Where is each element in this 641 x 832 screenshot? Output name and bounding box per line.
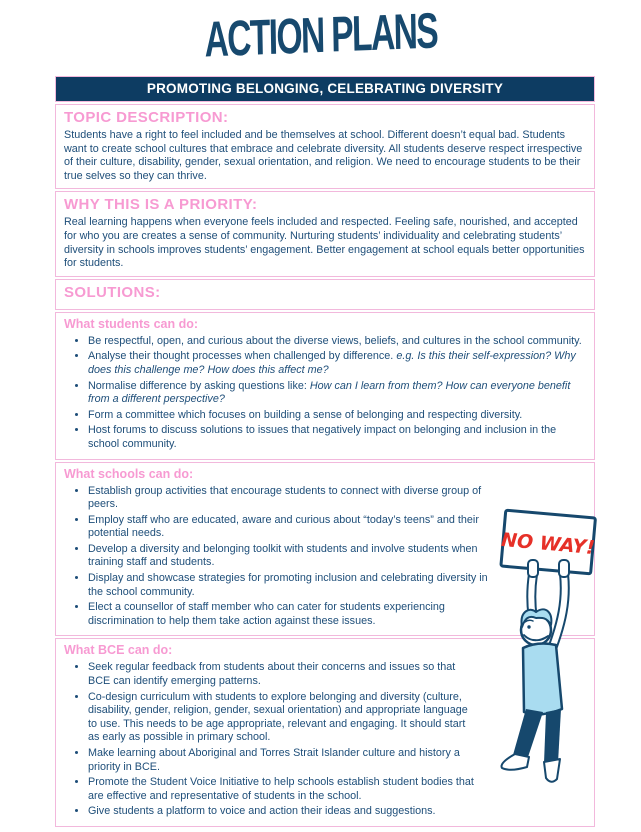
text-segment: Promote the Student Voice Initiative to help schools establish student bodies that are effective and representative of students in the school. — [88, 776, 474, 802]
text-segment: Display and showcase strategies for promoting inclusion and celebrating diversity in the school community. — [88, 572, 488, 598]
page-title-area — [0, 0, 641, 68]
section-solutions-header — [55, 279, 595, 310]
text-segment: Host forums to discuss solutions to issues that negatively impact on belonging and inclusion in the school community. — [88, 424, 557, 450]
text-segment: e.g. Is this their self-expression? Why does this challenge me? How does this affect me? — [88, 350, 576, 376]
character-legs — [502, 709, 561, 782]
bullet-item — [88, 335, 586, 349]
students-bullet-list — [64, 335, 586, 452]
text-segment: Make learning about Aboriginal and Torres Strait Islander culture and history a priority in BCE. — [88, 747, 460, 773]
bullet-item — [88, 805, 586, 819]
page-title: ACTION PLANS — [203, 2, 438, 68]
why-priority-heading: WHY THIS IS A PRIORITY: — [64, 196, 258, 214]
bce-group-heading: What BCE can do: — [64, 643, 173, 658]
topic-description-heading: TOPIC DESCRIPTION: — [64, 109, 229, 126]
students-group-heading: What students can do: — [64, 316, 199, 331]
protester-svg — [496, 506, 600, 792]
text-segment: Give students a platform to voice and action their ideas and suggestions. — [88, 805, 436, 818]
solutions-heading: SOLUTIONS: — [64, 283, 161, 301]
character-torso — [523, 644, 562, 715]
protest-sign — [499, 510, 597, 574]
text-segment: Establish group activities that encourage students to connect with diverse group of peers. — [88, 484, 482, 511]
topic-description-body: Students have a right to feel included and be themselves at school. Different doesn’t equal bad. Students want to create school cultures that embrace and celebrate diversity. All students deserve respect irrespective of their culture, disability, gender, sexual orientation, and religion. We need to encourage students to be their true selves so they can thrive. — [64, 129, 583, 182]
section-why-priority — [55, 191, 595, 276]
text-segment: Co-design curriculum with students to explore belonging and diversity (culture, disability, gender, religion, gender, sexual orientation) and appropriate language to use. This needs to be age appropriate, relevant and engaging. It should start as early as possible in primary school. — [88, 690, 468, 744]
text-segment: Employ staff who are educated, aware and curious about “today’s teens” and their potential needs. — [88, 513, 479, 540]
why-priority-body: Real learning happens when everyone feels included and respected. Feeling safe, nourished, and accepted for who you are creates a sense of community. Nurturing students’ individuality and celebrating students’ diversity in schools improves students’ engagement. Better engagement at school equals better opportunities for students. — [64, 216, 585, 270]
bullet-item — [88, 350, 586, 377]
banner-title: PROMOTING BELONGING, CELEBRATING DIVERSITY — [146, 81, 504, 96]
schools-group-heading: What schools can do: — [64, 466, 194, 481]
bullet-item — [88, 380, 586, 407]
text-segment: Develop a diversity and belonging toolkit with students and involve students when training staff and students. — [88, 542, 478, 569]
section-what-students-can-do — [55, 312, 595, 460]
text-segment: Be respectful, open, and curious about the diverse views, beliefs, and cultures in the school community. — [88, 334, 582, 347]
banner — [55, 76, 595, 102]
bullet-item — [88, 424, 586, 451]
sign-text: NO WAY! — [500, 528, 596, 560]
text-segment: Form a committee which focuses on building a sense of belonging and respecting diversity. — [88, 408, 523, 421]
text-segment: Analyse their thought processes when challenged by difference. — [88, 350, 397, 363]
text-segment: Seek regular feedback from students about their concerns and issues so that BCE can identify emerging patterns. — [88, 661, 456, 688]
text-segment: Elect a counsellor of staff member who can cater for students experiencing discrimination to help them take action against these issues. — [88, 601, 445, 627]
protester-illustration — [496, 506, 600, 792]
bullet-item — [88, 409, 586, 423]
text-segment: Normalise difference by asking questions like: — [88, 379, 310, 392]
text-segment: How can I learn from them? How can everyone benefit from a different perspective? — [88, 379, 571, 406]
character-head — [521, 609, 551, 645]
section-topic-description — [55, 104, 595, 189]
